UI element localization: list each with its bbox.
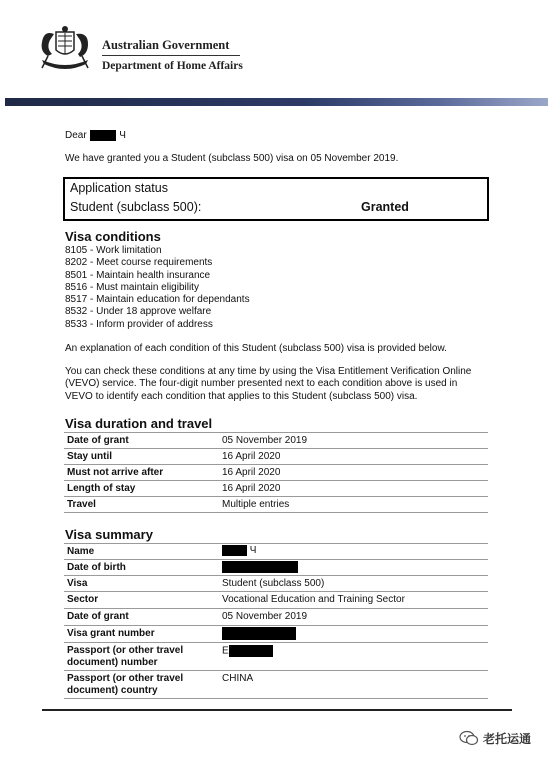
row-label: Date of grant [67, 611, 129, 622]
row-label-line: document) country [67, 684, 158, 696]
table-row [64, 481, 488, 497]
duration-heading: Visa duration and travel [65, 416, 213, 431]
name-suffix: Ч [249, 545, 257, 557]
condition-item: 8501 - Maintain health insurance [65, 269, 211, 281]
table-row [64, 544, 488, 560]
table-row [64, 576, 488, 592]
row-value: 05 November 2019 [222, 435, 308, 446]
redacted-date-of-birth [222, 561, 298, 573]
header-band [5, 98, 548, 106]
table-row [64, 433, 488, 449]
row-value [222, 645, 273, 657]
watermark [459, 727, 547, 749]
government-name: Australian Government [102, 38, 230, 52]
salutation-word: Dear [65, 130, 87, 142]
row-value: CHINA [222, 673, 254, 684]
salutation [65, 130, 126, 142]
header-divider [102, 55, 240, 56]
condition-item: 8517 - Maintain education for dependants [65, 294, 250, 306]
row-value [222, 561, 298, 573]
row-label: Must not arrive after [67, 467, 164, 478]
table-row [64, 497, 488, 513]
row-label: Visa grant number [67, 628, 155, 639]
vevo-line: VEVO to identify each condition that applies to this Student (subclass 500) visa. [65, 390, 418, 402]
redacted-grant-number [222, 627, 296, 640]
row-label-line: document) number [67, 656, 158, 668]
duration-table [64, 432, 488, 513]
grant-sentence: We have granted you a Student (subclass 500) visa on 05 November 2019. [65, 153, 399, 164]
row-label-line: Passport (or other travel [67, 673, 184, 684]
conditions-heading: Visa conditions [65, 229, 161, 244]
table-row [64, 449, 488, 465]
table-row [64, 465, 488, 481]
table-row [64, 592, 488, 609]
row-label: Visa [67, 578, 88, 589]
department-name: Department of Home Affairs [102, 60, 243, 72]
row-value: 16 April 2020 [222, 451, 281, 462]
footer-divider [42, 709, 512, 711]
condition-item: 8202 - Meet course requirements [65, 257, 213, 269]
vevo-paragraph [65, 366, 471, 403]
condition-item: 8105 - Work limitation [65, 245, 162, 256]
table-row [64, 560, 488, 576]
wechat-icon [459, 730, 479, 746]
condition-item: 8533 - Inform provider of address [65, 318, 213, 330]
row-label: Date of birth [67, 562, 126, 573]
row-label: Length of stay [67, 483, 136, 494]
row-value: 16 April 2020 [222, 467, 281, 478]
row-label: Stay until [67, 451, 113, 462]
redacted-name [222, 545, 247, 556]
row-value: Multiple entries [222, 499, 290, 510]
status-label: Student (subclass 500): [70, 200, 202, 214]
redacted-name [90, 130, 116, 141]
status-title: Application status [70, 181, 168, 195]
row-label [67, 645, 183, 668]
row-value [222, 545, 256, 557]
condition-item: 8532 - Under 18 approve welfare [65, 306, 212, 318]
application-status-box [63, 177, 489, 221]
row-label: Date of grant [67, 435, 129, 446]
watermark-text: 老托运通 [483, 732, 532, 746]
row-label: Sector [67, 594, 99, 605]
summary-table [64, 543, 488, 699]
name-suffix: Ч [119, 130, 126, 142]
vevo-line: (VEVO) service. The four-digit number presented next to each condition above is used in [65, 378, 458, 390]
row-label-line: Passport (or other travel [67, 645, 184, 656]
table-row [64, 671, 488, 699]
coat-of-arms-icon [34, 24, 96, 78]
table-row [64, 626, 488, 643]
row-value: Vocational Education and Training Sector [222, 594, 405, 605]
redacted-passport-number [229, 645, 273, 657]
conditions-explanation: An explanation of each condition of this Student (subclass 500) visa is provided below. [65, 343, 447, 354]
vevo-line: You can check these conditions at any time by using the Visa Entitlement Verification Online [65, 366, 472, 377]
passport-prefix: E [222, 645, 229, 657]
row-label: Travel [67, 499, 96, 510]
row-value: 16 April 2020 [222, 483, 281, 494]
row-value: Student (subclass 500) [222, 578, 325, 589]
row-value [222, 627, 296, 640]
table-row [64, 643, 488, 671]
row-label: Name [67, 546, 95, 557]
conditions-list [65, 245, 250, 331]
row-label [67, 673, 183, 696]
condition-item: 8516 - Must maintain eligibility [65, 281, 199, 293]
row-value: 05 November 2019 [222, 611, 308, 622]
status-value: Granted [361, 200, 409, 214]
summary-heading: Visa summary [65, 527, 153, 542]
table-row [64, 609, 488, 626]
